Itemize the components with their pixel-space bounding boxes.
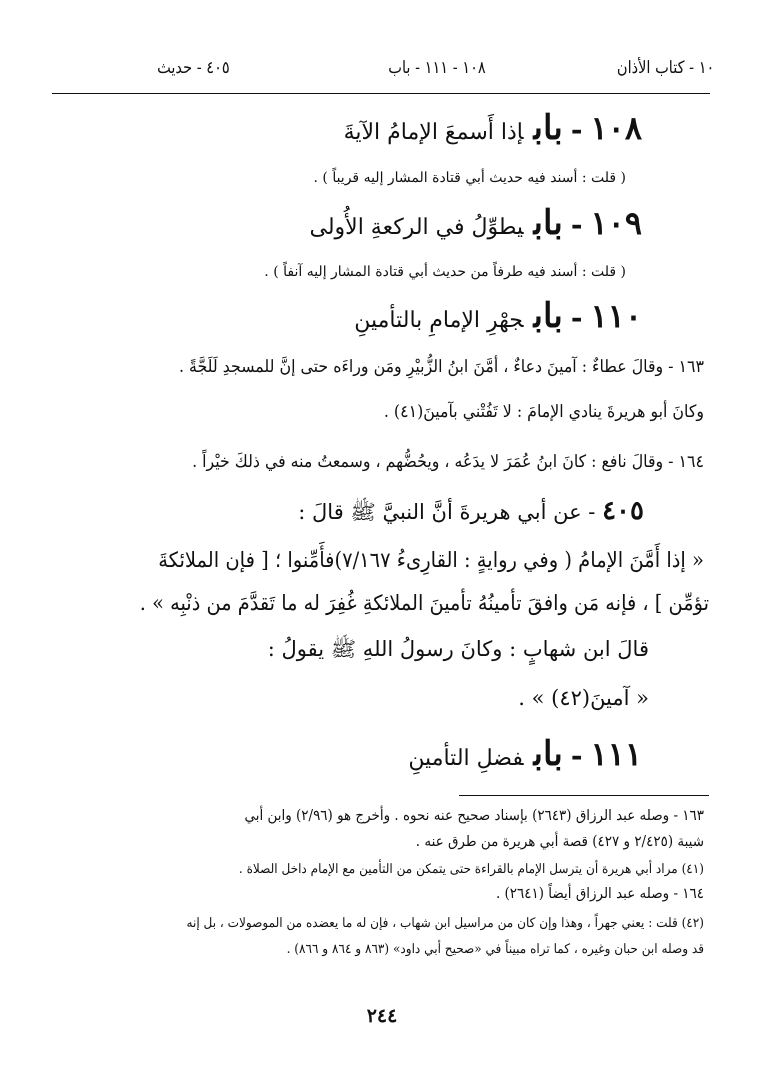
chapter-title: إذا أَسمعَ الإمامُ الآيةَ bbox=[343, 120, 524, 145]
chapter-number: ١٠٩ bbox=[590, 204, 642, 242]
header-book-title: ١٠ - كتاب الأذان bbox=[616, 58, 715, 78]
chapter-number: ١٠٨ bbox=[590, 109, 642, 147]
chapter-bab-label: باب bbox=[533, 108, 563, 148]
footnote-42-line-2: قد وصله ابن حبان وغيره ، كما تراه مبيناً في «صحيح أبي داود» (٨٦٣ و ٨٦٤ و ٨٦٦) . bbox=[286, 942, 704, 957]
chapter-note-108: ( قلت : أسند فيه حديث أبي قتادة المشار إليه قريباً ) . bbox=[313, 170, 626, 186]
hadith-line-1: « إذا أَمَّنَ الإمامُ ( وفي روايةٍ : القارِىءُ ٧/١٦٧)فأَمِّنوا ؛ [ فإن الملائكةَ bbox=[158, 548, 704, 572]
footnote-164: ١٦٤ - وصله عبد الرزاق أيضاً (٢٦٤١) . bbox=[495, 886, 704, 902]
athar-163: ١٦٣ - وقالَ عطاءٌ : آمينَ دعاءٌ ، أمَّنَ ابنُ الزُّبيْرِ ومَن وراءَه حتى إنَّ للمسجدِ لَلَجَّةً . bbox=[178, 357, 704, 377]
header-divider bbox=[52, 93, 710, 94]
abu-hurayra-report: وكانَ أبو هريرةَ ينادي الإمامَ : لا تَفُتْني بآمينَ(٤١) . bbox=[383, 402, 704, 422]
chapter-dash: - bbox=[570, 739, 583, 772]
header-chapter-range: ١٠٨ - ١١١ - باب bbox=[388, 58, 486, 78]
chapter-number: ١١١ bbox=[590, 735, 642, 773]
chapter-heading-110 bbox=[0, 296, 642, 336]
hadith-intro-text: - عن أبي هريرةَ أنَّ النبيَّ ﷺ قالَ : bbox=[298, 500, 596, 524]
hadith-line-2: تؤمِّن ] ، فإنه مَن وافقَ تأمينُهُ تأمينَ الملائكةِ غُفِرَ له ما تَقدَّمَ من ذنْبِه » . bbox=[139, 591, 709, 615]
hadith-line-4: « آمينَ(٤٢) » . bbox=[518, 686, 649, 710]
chapter-number: ١١٠ bbox=[590, 297, 642, 335]
chapter-dash: - bbox=[570, 113, 583, 146]
chapter-title: يطوِّلُ في الركعةِ الأُولى bbox=[309, 215, 524, 240]
athar-164: ١٦٤ - وقالَ نافع : كانَ ابنُ عُمَرَ لا يدَعُه ، ويحُضُّهم ، وسمعتُ منه في ذلكَ خيْراً . bbox=[192, 452, 704, 472]
chapter-dash: - bbox=[570, 208, 583, 241]
footnote-divider bbox=[459, 795, 709, 796]
page-number: ٢٤٤ bbox=[366, 1005, 398, 1027]
hadith-line-3: قالَ ابن شهابٍ : وكانَ رسولُ اللهِ ﷺ يقولُ : bbox=[267, 637, 649, 661]
hadith-number: ٤٠٥ bbox=[602, 496, 644, 526]
footnote-42-line-1: (٤٢) قلت : يعني جهراً ، وهذا وإن كان من مراسيل ابن شهاب ، فإن له ما يعضده من الموصولات ، بل إنه bbox=[186, 916, 704, 931]
footnote-163-line-1: ١٦٣ - وصله عبد الرزاق (٢٦٤٣) بإسناد صحيح عنه نحوه . وأخرج هو (٢/٩٦) وابن أبي bbox=[244, 808, 704, 824]
hadith-intro bbox=[0, 496, 644, 530]
chapter-bab-label: باب bbox=[533, 296, 563, 336]
chapter-bab-label: باب bbox=[533, 203, 563, 243]
chapter-heading-111 bbox=[0, 734, 642, 774]
chapter-dash: - bbox=[570, 301, 583, 334]
chapter-note-109: ( قلت : أسند فيه طرفاً من حديث أبي قتادة المشار إليه آنفاً ) . bbox=[264, 264, 626, 280]
chapter-title: فضلِ التأمينِ bbox=[408, 746, 524, 771]
chapter-heading-109 bbox=[0, 203, 642, 243]
chapter-heading-108 bbox=[0, 108, 642, 148]
footnote-163-line-2: شيبة (٢/٤٢٥ و ٤٢٧) قصة أبي هريرة من طرق عنه . bbox=[415, 834, 704, 850]
footnote-41: (٤١) مراد أبي هريرة أن يترسل الإمام بالقراءة حتى يتمكن من التأمين مع الإمام داخل الصلاة . bbox=[238, 862, 704, 877]
chapter-bab-label: باب bbox=[533, 734, 563, 774]
header-hadith-range: ٤٠٥ - حديث bbox=[157, 58, 230, 78]
chapter-title: جهْرِ الإمامِ بالتأمينِ bbox=[354, 308, 524, 333]
running-header bbox=[110, 58, 764, 88]
